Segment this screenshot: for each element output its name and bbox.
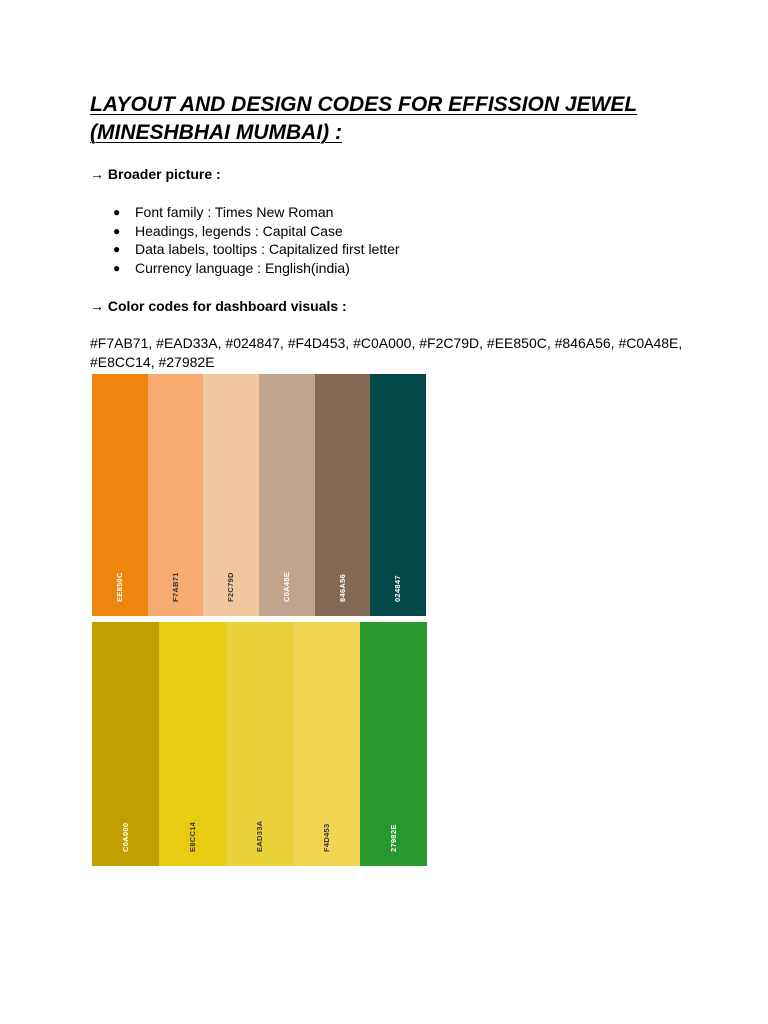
color-swatch xyxy=(203,374,259,616)
swatch-label: EAD33A xyxy=(254,820,264,852)
swatch-label: EE850C xyxy=(114,572,124,602)
color-codes-text xyxy=(90,334,690,372)
bullet-icon: ● xyxy=(113,261,121,276)
list-item xyxy=(90,203,400,222)
broader-picture-heading: → Broader picture : xyxy=(90,166,221,182)
list-item xyxy=(90,259,400,278)
list-item xyxy=(90,222,400,241)
swatch-label: F2C79D xyxy=(226,572,236,602)
document-title-line-2: (MINESHBHAI MUMBAI) : xyxy=(90,121,342,144)
swatch-label: 846A56 xyxy=(337,573,347,602)
list-item xyxy=(90,240,400,259)
swatch-label: 27982E xyxy=(388,824,398,852)
color-swatch xyxy=(360,622,427,866)
bullet-icon: ● xyxy=(113,242,121,257)
swatch-label: F7AB71 xyxy=(170,572,180,602)
yellow-green-palette xyxy=(92,622,427,866)
guideline-list xyxy=(90,203,400,278)
list-item-text: Font family : Times New Roman xyxy=(135,204,334,220)
color-codes-line-1: #F7AB71, #EAD33A, #024847, #F4D453, #C0A000, #F2C79D, #EE850C, #846A56, #C0A48E, xyxy=(90,335,683,351)
swatch-label: C0A48E xyxy=(281,571,291,602)
list-item-text: Data labels, tooltips : Capitalized first letter xyxy=(135,241,400,258)
bullet-icon: ● xyxy=(113,205,121,219)
color-swatch xyxy=(259,374,315,616)
list-item-text: Currency language : English(india) xyxy=(135,260,350,277)
list-item-text: Headings, legends : Capital Case xyxy=(135,222,343,239)
swatch-label: E8CC14 xyxy=(187,821,197,852)
color-swatch xyxy=(159,622,226,866)
color-swatch xyxy=(370,374,426,616)
bullet-icon: ● xyxy=(113,223,121,238)
color-swatch xyxy=(315,374,371,616)
color-swatch xyxy=(92,622,159,866)
color-codes-line-2: #E8CC14, #27982E xyxy=(90,354,215,370)
color-swatch xyxy=(226,622,293,866)
color-swatch xyxy=(92,374,148,616)
color-swatch xyxy=(293,622,360,866)
swatch-label: C0A000 xyxy=(120,822,130,852)
swatch-label: 024847 xyxy=(393,575,403,602)
document-title xyxy=(90,91,710,147)
color-swatch xyxy=(148,374,204,616)
color-codes-heading: → Color codes for dashboard visuals : xyxy=(90,298,347,314)
orange-palette xyxy=(92,374,426,616)
document-title-line-1: LAYOUT AND DESIGN CODES FOR EFFISSION JEWEL xyxy=(90,93,638,116)
swatch-label: F4D453 xyxy=(321,823,331,852)
